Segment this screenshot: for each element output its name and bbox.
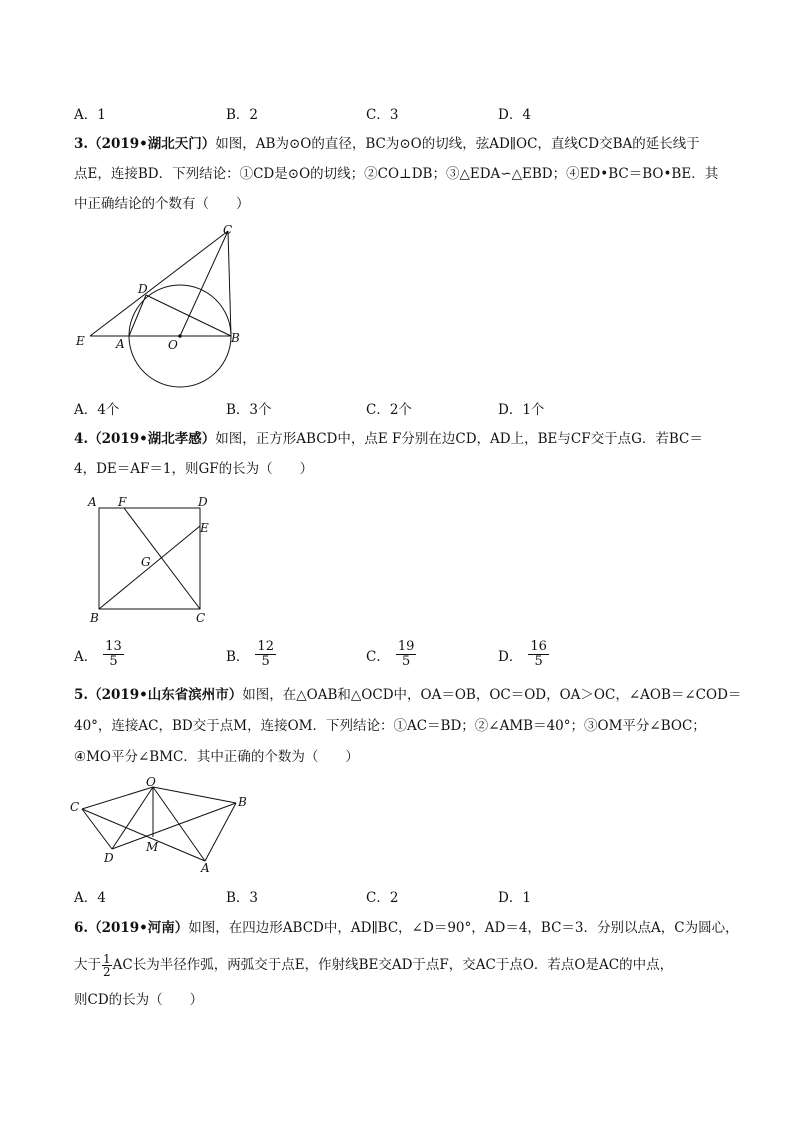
q4-text-1: 如图，正方形ABCD中，点E F分别在边CD，AD上，BE与CF交于点G．若BC＝ xyxy=(215,431,703,447)
q4-options xyxy=(74,640,734,674)
q3-option-b[interactable]: B．3个 xyxy=(226,402,272,418)
q5-line-3: ④MO平分∠BMC．其中正确的个数为（ ） xyxy=(74,749,359,765)
q4-option-c-fraction xyxy=(396,640,417,669)
q3-line-ad xyxy=(129,295,146,336)
q4-label-c: C xyxy=(196,611,206,625)
q4-option-c-numerator: 19 xyxy=(397,639,415,654)
q3-figure xyxy=(70,218,250,388)
q5-figure xyxy=(64,776,264,876)
q4-line-2: 4，DE＝AF＝1，则GF的长为（ ） xyxy=(74,461,314,477)
q4-option-b-numerator: 12 xyxy=(257,639,274,654)
q4-label-a: A xyxy=(88,495,97,509)
q3-label-e: E xyxy=(76,334,85,348)
q3-line-3: 中正确结论的个数有（ ） xyxy=(74,196,250,212)
q5-line-1 xyxy=(74,685,742,705)
q4-label-g: G xyxy=(141,555,151,569)
q4-option-b-fraction xyxy=(255,640,276,669)
q5-label-a: A xyxy=(201,861,210,875)
q4-option-a-letter: A． xyxy=(74,648,98,665)
q4-option-d-numerator: 16 xyxy=(530,639,547,654)
q4-option-c-letter: C． xyxy=(366,648,390,665)
q3-label-c: C xyxy=(223,223,233,237)
q4-option-d-letter: D． xyxy=(498,648,523,665)
q5-line-ob xyxy=(153,787,236,803)
q4-line-1 xyxy=(74,429,734,449)
q3-line-db xyxy=(146,295,231,336)
option-c[interactable]: C．3 xyxy=(366,107,399,123)
q4-option-b-denominator: 5 xyxy=(261,654,270,669)
q3-label-d: D xyxy=(138,282,148,296)
q3-option-c[interactable]: C．2个 xyxy=(366,402,412,418)
q5-option-c[interactable]: C．2 xyxy=(366,890,399,906)
q4-option-a-fraction xyxy=(103,640,124,669)
option-b[interactable]: B．2 xyxy=(226,107,259,123)
q5-option-a[interactable]: A．4 xyxy=(74,890,106,906)
q3-line-2: 点E，连接BD．下列结论：①CD是⊙O的切线；②CO⊥DB；③△EDA∽△EBD；④ED•BC＝BO•BE．其 xyxy=(74,166,719,182)
q6-text-2-post: AC长为半径作弧，两弧交于点E，作射线BE交AD于点F，交AC于点O．若点O是AC的中点， xyxy=(112,957,674,973)
q5-options xyxy=(74,886,734,908)
q6-half-numerator: 1 xyxy=(103,952,111,966)
q6-line-2 xyxy=(74,952,734,978)
q5-line-bd xyxy=(112,803,236,849)
q5-line-2: 40°，连接AC，BD交于点M，连接OM．下列结论：①AC＝BD；②∠AMB＝40°；③OM平分∠BOC； xyxy=(74,718,706,734)
q6-text-1: 如图，在四边形ABCD中，AD∥BC，∠D＝90°，AD＝4，BC＝3．分别以点A，C为圆心， xyxy=(188,920,739,936)
q4-label-d: D xyxy=(198,495,208,509)
q6-half-denominator: 2 xyxy=(103,965,111,979)
q4-label-f: F xyxy=(118,495,127,509)
q3-number: 3.（2019•湖北天门） xyxy=(74,136,216,152)
q5-line-ab xyxy=(205,803,236,861)
q5-label-m: M xyxy=(146,840,159,854)
q6-number: 6.（2019•河南） xyxy=(74,920,189,936)
q3-option-d[interactable]: D．1个 xyxy=(498,402,545,418)
q5-label-o: O xyxy=(146,776,156,789)
q5-label-c: C xyxy=(70,800,80,814)
q5-label-d: D xyxy=(104,851,114,865)
q3-label-b: B xyxy=(231,331,240,345)
q4-label-b: B xyxy=(90,611,99,625)
q5-number: 5.（2019•山东省滨州市） xyxy=(74,687,243,703)
q6-half-fraction xyxy=(102,953,112,978)
q4-option-d-denominator: 5 xyxy=(534,654,543,669)
prev-question-options xyxy=(74,103,734,125)
q3-label-o: O xyxy=(168,338,178,352)
q4-option-c-denominator: 5 xyxy=(401,654,411,669)
option-a[interactable]: A．1 xyxy=(74,107,106,123)
q4-option-a-denominator: 5 xyxy=(109,654,118,669)
q4-option-b-letter: B． xyxy=(226,648,250,665)
q6-line-3: 则CD的长为（ ） xyxy=(74,992,204,1008)
q3-center-dot xyxy=(178,334,182,338)
q3-text-1: 如图，AB为⊙O的直径，BC为⊙O的切线，弦AD∥OC，直线CD交BA的延长线于 xyxy=(215,136,700,152)
q4-option-c[interactable] xyxy=(366,640,416,669)
q5-option-b[interactable]: B．3 xyxy=(226,890,259,906)
q6-line-1 xyxy=(74,918,739,938)
q3-options xyxy=(74,398,734,420)
q4-option-a[interactable] xyxy=(74,640,124,669)
option-d[interactable]: D．4 xyxy=(498,107,531,123)
q5-line-oc xyxy=(82,787,153,809)
q3-line-ec xyxy=(90,231,228,336)
q5-label-b: B xyxy=(238,795,247,809)
q3-option-a[interactable]: A．4个 xyxy=(74,402,120,418)
q4-option-b[interactable] xyxy=(226,640,276,669)
q4-option-d[interactable] xyxy=(498,640,549,669)
q4-number: 4.（2019•湖北孝感） xyxy=(74,431,216,447)
q4-figure xyxy=(84,490,224,630)
q3-label-a: A xyxy=(116,337,125,351)
q4-label-e: E xyxy=(200,521,209,535)
q6-text-2-pre: 大于 xyxy=(74,957,101,973)
q5-text-1: 如图，在△OAB和△OCD中，OA＝OB，OC＝OD，OA＞OC，∠AOB＝∠COD＝ xyxy=(242,687,742,703)
q3-line-oc xyxy=(180,231,228,336)
q4-option-d-fraction xyxy=(528,640,549,669)
q3-line-1 xyxy=(74,134,734,154)
q4-line-cf xyxy=(124,508,200,609)
q4-option-a-numerator: 13 xyxy=(105,639,122,654)
q5-option-d[interactable]: D．1 xyxy=(498,890,531,906)
